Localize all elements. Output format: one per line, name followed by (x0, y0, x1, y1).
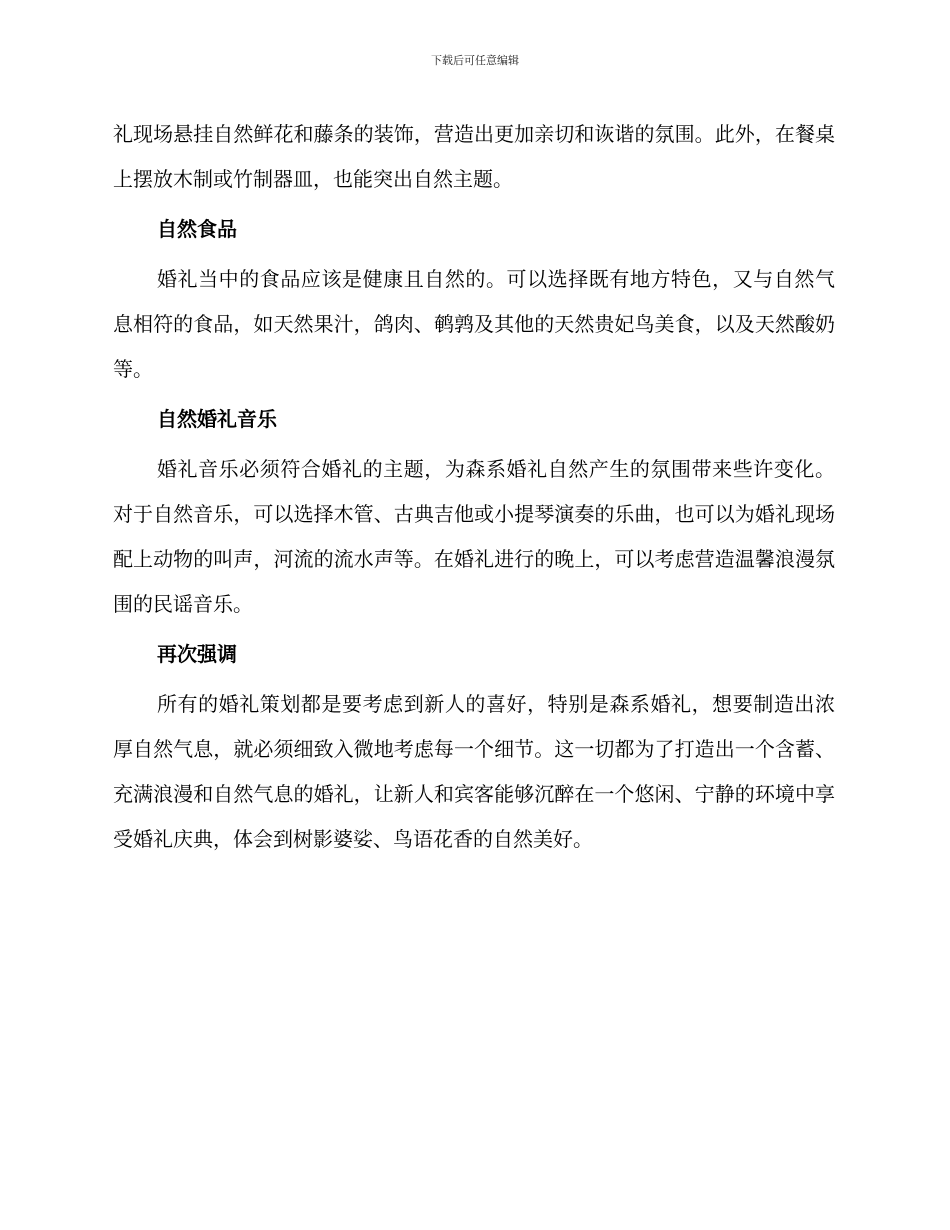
section-heading-music: 自然婚礼音乐 (157, 407, 277, 431)
section-heading-emphasis: 再次强调 (157, 642, 237, 666)
intro-paragraph: 礼现场悬挂自然鲜花和藤条的装饰，营造出更加亲切和诙谐的氛围。此外，在餐桌上摆放木制或竹制器皿，也能突出自然主题。 (113, 122, 835, 191)
document-body (113, 112, 835, 862)
page-header-note: 下载后可任意编辑 (431, 54, 519, 67)
food-paragraph: 婚礼当中的食品应该是健康且自然的。可以选择既有地方特色，又与自然气息相符的食品，如天然果汁，鸽肉、鹌鹑及其他的天然贵妃鸟美食，以及天然酸奶等。 (113, 267, 835, 381)
emphasis-paragraph: 所有的婚礼策划都是要考虑到新人的喜好，特别是森系婚礼，想要制造出浓厚自然气息，就必须细致入微地考虑每一个细节。这一切都为了打造出一个含蓄、充满浪漫和自然气息的婚礼，让新人和宾客能够沉醉在一个悠闲、宁静的环境中享受婚礼庆典，体会到树影婆娑、鸟语花香的自然美好。 (113, 692, 835, 851)
section-heading-food: 自然食品 (157, 217, 237, 241)
music-paragraph: 婚礼音乐必须符合婚礼的主题，为森系婚礼自然产生的氛围带来些许变化。对于自然音乐，可以选择木管、古典吉他或小提琴演奏的乐曲，也可以为婚礼现场配上动物的叫声，河流的流水声等。在婚礼进行的晚上，可以考虑营造温馨浪漫氛围的民谣音乐。 (113, 457, 835, 616)
